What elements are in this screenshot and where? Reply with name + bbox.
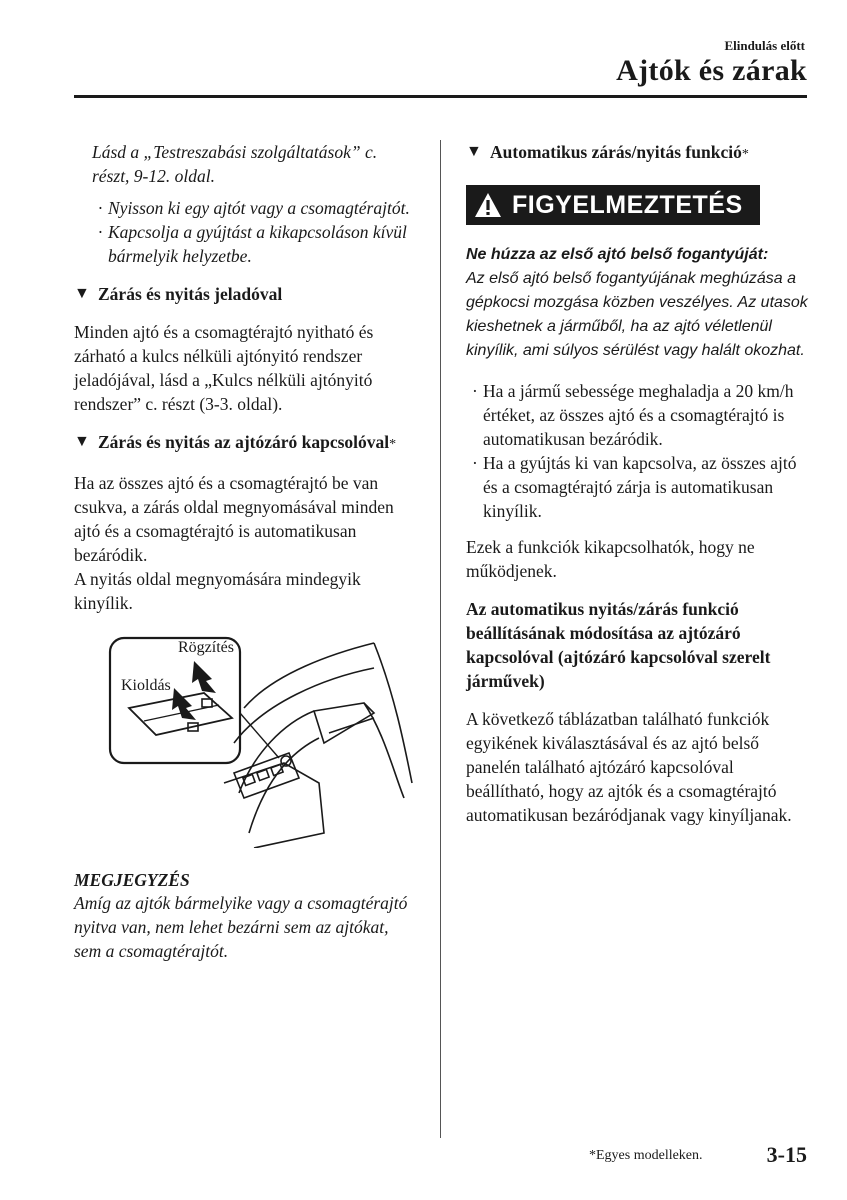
settings-paragraph: A következő táblázatban található funkciók egyikének kiválasztásával és az ajtó belső panelén található ajtózáró kapcsolóval beállítható, hogy az ajtók és a csomagtérajtó automatikusan bezáródjanak vagy kinyíljanak. [466, 709, 792, 825]
page-title: Ajtók és zárak [616, 54, 807, 87]
door-switch-illustration [74, 633, 414, 848]
bullet-icon: · [472, 381, 478, 401]
lock-arrow-icon [192, 661, 216, 693]
switch-paragraph-2: A nyitás oldal megnyomására mindegyik kinyílik. [74, 569, 361, 613]
disable-paragraph: Ezek a funkciók kikapcsolhatók, hogy ne működjenek. [466, 537, 755, 581]
left-column [74, 140, 414, 963]
warning-body: Az első ajtó belső fogantyújának meghúzása a gépkocsi mozgása közben veszélyes. Az utasok kieshetnek a járműből, ha az ajtó véletlenül kinyílik, ami súlyos sérülést vagy halált okozhat. [466, 270, 808, 359]
header-rule [74, 95, 807, 98]
bullet-icon: · [98, 198, 103, 218]
bullet-icon: · [98, 222, 103, 242]
auto-lock-bullet-list [466, 379, 808, 523]
door-panel-drawing [74, 633, 414, 848]
unlock-label: Kioldás [121, 677, 171, 694]
triangle-marker-icon: ▼ [74, 433, 90, 450]
list-item: · Ha a gyújtás ki van kapcsolva, az összes ajtó és a csomagtérajtó zárja is automatikusan kinyílik. [472, 453, 797, 521]
right-column [466, 140, 808, 827]
warning-heading: Ne húzza az első ajtó belső fogantyúját: [466, 246, 769, 263]
settings-heading: Az automatikus nyitás/zárás funkció beállításának módosítása az ajtózáró kapcsolóval (ajtózáró kapcsolóval szerelt járművek) [466, 599, 771, 691]
section-heading-switch: ▼ Zárás és nyitás az ajtózáró kapcsolóval* [74, 432, 397, 452]
intro-text: Lásd a „Testreszabási szolgáltatások” c. részt, 9-12. oldal. [92, 142, 378, 186]
section-label: Elindulás előtt [724, 38, 805, 53]
triangle-marker-icon: ▼ [466, 143, 482, 160]
bullet-icon: · [472, 453, 478, 473]
unlock-arrow-icon [172, 688, 196, 720]
warning-triangle-icon [474, 192, 502, 218]
remote-paragraph: Minden ajtó és a csomagtérajtó nyitható és zárható a kulcs nélküli ajtónyitó rendszer jeladójával, lásd a „Kulcs nélküli ajtónyitó rendszer” c. részt (3-3. oldal). [74, 322, 374, 414]
column-divider [440, 140, 441, 1138]
footnote: *Egyes modelleken. [589, 1148, 703, 1163]
note-title: MEGJEGYZÉS [74, 870, 190, 890]
note-body: Amíg az ajtók bármelyike vagy a csomagtérajtó nyitva van, nem lehet bezárni sem az ajtókat, sem a csomagtérajtót. [74, 893, 408, 961]
warning-label: FIGYELMEZTETÉS [512, 190, 743, 219]
intro-bullet-list [74, 196, 414, 268]
section-heading-auto-lock: ▼ Automatikus zárás/nyitás funkció* [466, 142, 749, 162]
list-item: · Ha a jármű sebessége meghaladja a 20 km/h értéket, az összes ajtó és a csomagtérajtó is automatikusan bezáródik. [472, 381, 794, 449]
page-number: 3-15 [766, 1142, 807, 1167]
switch-paragraph: Ha az összes ajtó és a csomagtérajtó be van csukva, a zárás oldal megnyomásával minden ajtó és a csomagtérajtó is automatikusan bezáródik. [74, 473, 394, 565]
list-item: · Nyisson ki egy ajtót vagy a csomagtérajtót. [98, 198, 410, 218]
warning-banner [466, 185, 760, 225]
triangle-marker-icon: ▼ [74, 285, 90, 302]
section-heading-remote: ▼ Zárás és nyitás jeladóval [74, 284, 283, 304]
lock-label: Rögzítés [178, 639, 234, 656]
list-item: · Kapcsolja a gyújtást a kikapcsoláson kívül bármelyik helyzetbe. [98, 222, 407, 266]
